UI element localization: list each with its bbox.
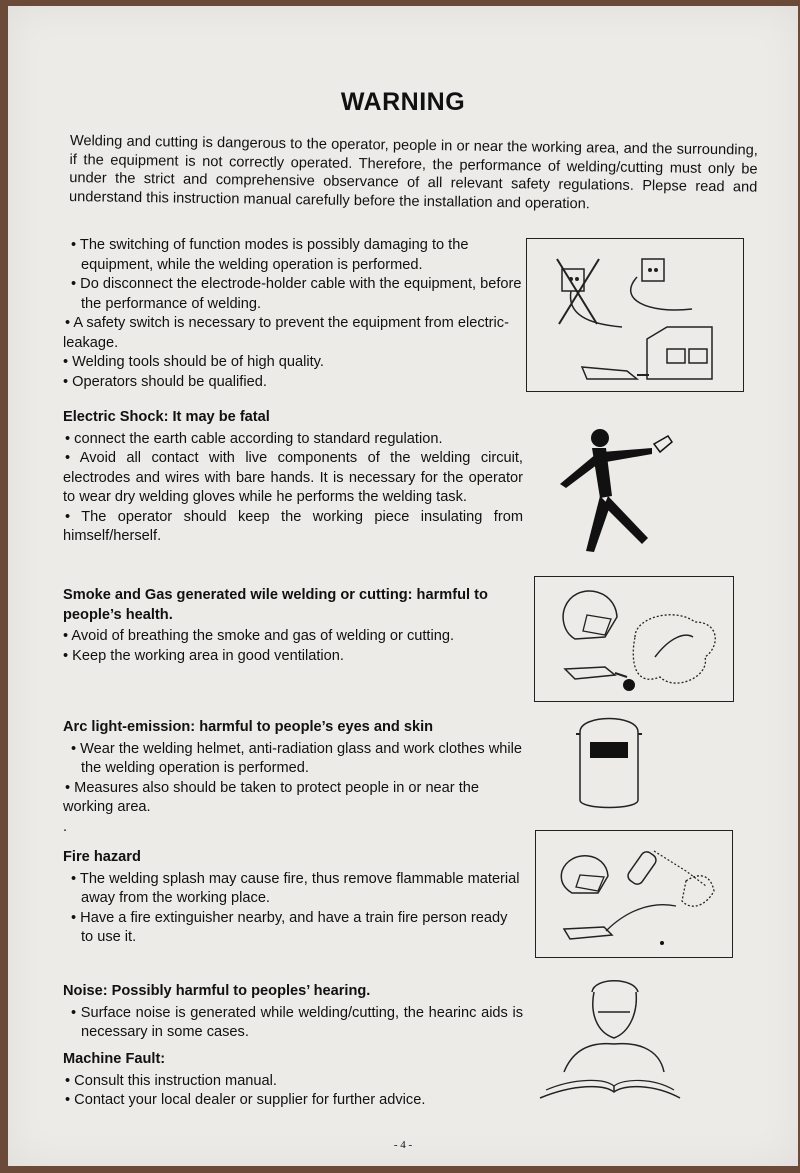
fire-extinguisher-icon [536,831,732,957]
section-fire-hazard [63,848,523,948]
page-number: - 4 - [393,1139,413,1151]
cable-disconnect-illustration [526,238,744,392]
electric-shock-figure [556,426,676,556]
section-general [63,236,523,392]
section-electric-shock [63,408,523,547]
list-item: • Have a fire extinguisher nearby, and have a train fire person ready to use it. [71,909,508,945]
list-item: • The operator should keep the working piece insulating from himself/herself. [63,508,523,544]
list-item: • A safety switch is necessary to prevent the equipment from electric-leakage. [63,315,509,351]
list-item: • The welding splash may cause fire, thus remove flammable material away from the working place. [71,870,520,906]
intro-paragraph: Welding and cutting is dangerous to the operator, people in or near the working area, and the surrounding, if the equipment is not correctly operated. Therefore, the performance of welding/cutting must only be under the strict and comprehensive observance of all relevant safety regulations. Plepse read and understand this instruction manual carefully before the installation and operation. [68,132,758,212]
section-arc-light [63,718,523,837]
fire-hazard-illustration [535,830,733,958]
welder-smoke-icon [535,577,733,701]
list-item: • Avoid all contact with live components of the welding circuit, electrodes and wires with bare hands. It is necessary for the operator to wear dry welding gloves while he performs the welding task. [63,450,523,505]
list-item: • Contact your local dealer or supplier for further advice. [65,1092,426,1108]
section-heading: Fire hazard [63,849,141,865]
list-item: • connect the earth cable according to standard regulation. [65,430,443,447]
reading-person-figure [534,972,684,1102]
section-noise [63,982,523,1043]
list-item: • Measures also should be taken to protect people in or near the working area. [63,779,479,815]
section-heading: Noise: Possibly harmful to peoples’ hearing. [63,983,371,999]
list-item: • Welding tools should be of high quality. [63,354,324,370]
list-item: • Do disconnect the electrode-holder cable with the equipment, before the performance of welding. [71,276,522,312]
list-item: . [63,818,68,835]
list-item: • Keep the working area in good ventilation. [63,647,344,664]
manual-page [8,6,798,1166]
page-title: WARNING [340,88,466,116]
list-item: • Consult this instruction manual. [65,1072,277,1089]
outlet-welder-icon [527,239,743,391]
welding-helmet-icon [574,712,644,812]
shocked-person-icon [556,426,676,556]
section-heading: Smoke and Gas generated wile welding or cutting: harmful to people’s health. [63,587,488,623]
list-item: • Wear the welding helmet, anti-radiation glass and work clothes while the welding operation is performed. [71,740,522,776]
list-item: • Avoid of breathing the smoke and gas of welding or cutting. [63,628,455,644]
list-item: • Operators should be qualified. [63,373,267,390]
welding-helmet-figure [574,712,644,812]
section-heading: Machine Fault: [63,1051,166,1067]
smoke-gas-illustration [534,576,734,702]
section-machine-fault [63,1050,523,1111]
list-item: • The switching of function modes is possibly damaging to the equipment, while the welding operation is performed. [71,237,469,273]
person-reading-manual-icon [534,972,684,1102]
section-heading: Arc light-emission: harmful to people’s eyes and skin [63,719,434,735]
section-smoke-gas [63,586,523,666]
section-heading: Electric Shock: It may be fatal [63,409,270,425]
list-item: • Surface noise is generated while welding/cutting, the hearinc aids is necessary in some cases. [71,1004,523,1040]
